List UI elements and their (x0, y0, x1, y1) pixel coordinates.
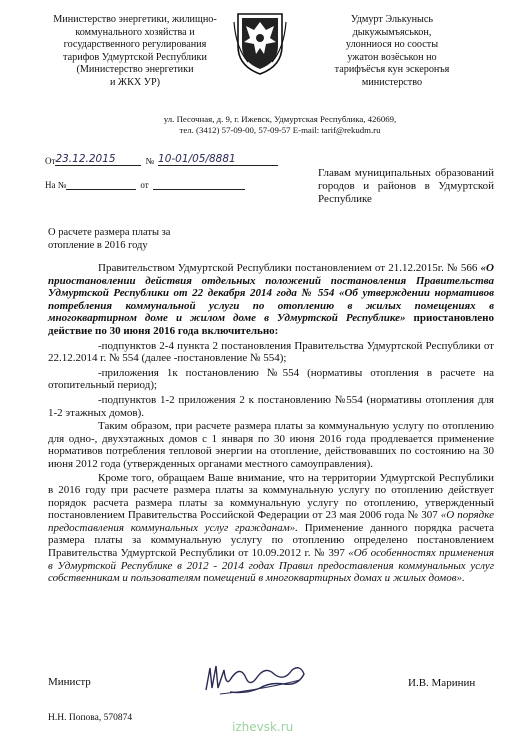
list-item: -подпунктов 1-2 приложения 2 к постановлению №554 (нормативы отопления для 1-2 этажных домов). (48, 393, 494, 419)
list-item: -приложения 1к постановлению №554 (нормативы отопления в расчете на отопительный период); (48, 366, 494, 392)
ministry-line: Удмурт Элькунысь (350, 14, 434, 25)
ministry-line: министерство (361, 76, 423, 88)
paragraph-1: Правительством Удмуртской Республики постановлением от 21.12.2015г. № 566 «О приостановлении действия отдельных положений постановления Правительства Удмуртской Республики от 22 декабря 2014 года № 554 «Об утверждении нормативов потребления коммунальной услуги по отоплению в жилых помещениях в многоквартирном доме и жилом доме в Удмуртской Республике» приостановлено действие по 30 июня 2016 года включительно: (48, 262, 494, 337)
signer-position: Министр (48, 676, 91, 688)
ref-from-label: от (140, 180, 149, 190)
ministry-line: ужатон возёськон но (347, 51, 437, 63)
outgoing-date: 23.12.2015 (55, 153, 141, 166)
reference-number-line (45, 177, 245, 190)
outgoing-number: 10-01/05/8881 (158, 153, 278, 166)
handwritten-signature (200, 660, 310, 698)
ministry-address: ул. Песочная, д. 9, г. Ижевск, Удмуртская Республика, 426069, (163, 114, 397, 124)
ref-number-blank (66, 177, 136, 190)
outgoing-number-line (45, 153, 278, 166)
ministry-line: улонниося но соосты (345, 39, 439, 50)
paragraph-3: Кроме того, обращаем Ваше внимание, что на территории Удмуртской Республики в 2016 году при расчете размера платы за коммунальную услугу по отоплению действует порядок расчета размера платы за коммунальную услугу по отоплению, утвержденный постановлением Правительства Российской Федерации от 23 мая 2006 года № 307 «О порядке предоставления коммунальных услуг гражданам». Применение данного порядка расчета размера платы за коммунальную услугу по отоплению определено постановлением Правительства Удмуртской Республики от 10.09.2012 г. № 397 «Об особенностях применения в Удмуртской Республике в 2012 - 2014 годах Правил предоставления коммунальных услуг собственникам и пользователям помещений в многоквартирных домах и жилых домов». (48, 471, 494, 585)
number-label: № (145, 156, 155, 166)
ministry-line: тарифъёсъя кун эскеронъя (334, 64, 450, 75)
watermark: izhevsk.ru (232, 720, 294, 734)
ministry-line: дыкужымъяськон, (352, 26, 432, 38)
from-label: От (45, 156, 56, 166)
executor-info: Н.Н. Попова, 570874 (48, 713, 133, 723)
letter-body (48, 262, 494, 585)
addressee: Главам муниципальных образований городов и районов в Удмуртской Республике (318, 167, 494, 205)
list-item: -подпунктов 2-4 пункта 2 постановления Правительства Удмуртской Республики от 22.12.2014 г. № 554 (далее -постановление № 554); (48, 339, 494, 365)
ministry-line: (Министерство энергетики (76, 64, 194, 75)
paragraph-2: Таким образом, при расчете размера платы за коммунальную услугу по отоплению для одно-, двухэтажных домов с 1 января по 30 июня 2016 года продлевается применение нормативов потребления тепловой энергии на отопление, действовавших по состоянию на 30 июня 2012 года (утвержденных органами местного самоуправления). (48, 420, 494, 470)
ministry-line: тарифов Удмуртской Республики (63, 51, 207, 63)
ref-label: На № (45, 180, 67, 190)
signer-name: И.В. Маринин (408, 677, 476, 689)
ministry-name-russian (40, 14, 230, 89)
ministry-line: и ЖКХ УР) (109, 76, 161, 88)
ministry-line: коммунального хозяйства и (75, 26, 195, 38)
ministry-line: государственного регулирования (63, 39, 207, 50)
letter-subject: О расчете размера платы за отопление в 2016 году (48, 227, 171, 251)
ministry-contacts: тел. (3412) 57-09-00, 57-09-57 E-mail: tarif@rekudm.ru (179, 125, 381, 135)
ref-date-blank (153, 177, 245, 190)
coat-of-arms-icon (232, 8, 288, 78)
ministry-line: Министерство энергетики, жилищно- (53, 14, 217, 25)
ministry-name-udmurt (297, 14, 487, 89)
